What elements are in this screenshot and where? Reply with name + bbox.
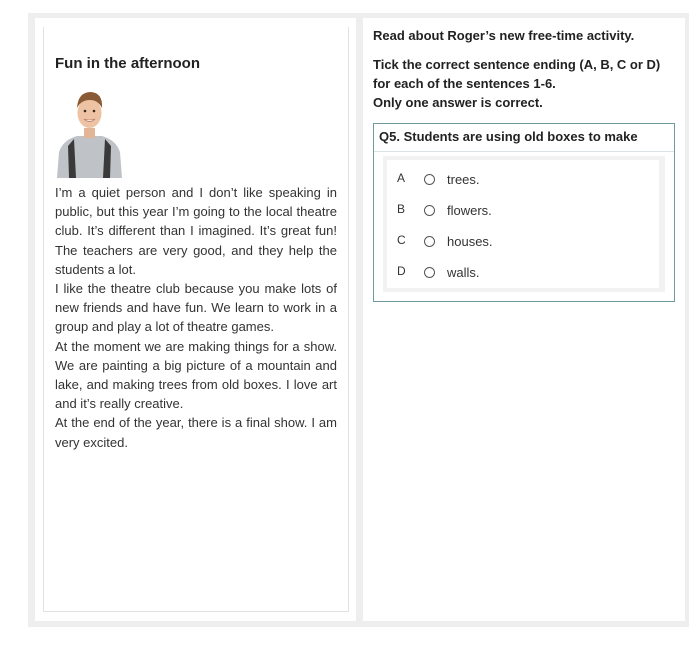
question-box [373, 123, 675, 302]
student-photo [55, 86, 124, 178]
story-paragraph: At the moment we are making things for a show. We are painting a big picture of a mountain and lake, and making trees from old boxes. I love art and it’s really creative. [55, 338, 337, 412]
story-paragraph: I like the theatre club because you make lots of new friends and have fun. We learn to work in a group and play a lot of theatre games. [55, 281, 337, 335]
story-title: Fun in the afternoon [55, 55, 200, 72]
story-paragraph: At the end of the year, there is a final show. I am very excited. [55, 415, 337, 450]
option-letter: C [397, 233, 406, 247]
radio-button[interactable] [424, 267, 435, 278]
option-a[interactable] [387, 167, 659, 193]
instruction-heading: Read about Roger’s new free-time activity. [373, 28, 635, 43]
option-letter: B [397, 202, 406, 216]
option-letter: D [397, 264, 406, 278]
radio-button[interactable] [424, 205, 435, 216]
option-text[interactable]: trees. [447, 172, 480, 187]
story-text [55, 183, 337, 452]
option-text[interactable]: flowers. [447, 203, 492, 218]
option-b[interactable] [387, 198, 659, 224]
question-divider [374, 151, 674, 152]
question-label: Q5. Students are using old boxes to make [379, 129, 638, 144]
option-letter: A [397, 171, 406, 185]
options-list [383, 156, 665, 292]
instruction-note: Only one answer is correct. [373, 95, 543, 110]
radio-button[interactable] [424, 174, 435, 185]
radio-button[interactable] [424, 236, 435, 247]
option-c[interactable] [387, 229, 659, 255]
option-d[interactable] [387, 260, 659, 286]
story-paragraph: I’m a quiet person and I don’t like speaking in public, but this year I’m going to the local theatre club. It’s different than I imagined. It’s great fun! The teachers are very good, and they help the students a lot. [55, 185, 337, 277]
instruction-text: Tick the correct sentence ending (A, B, C or D) for each of the sentences 1-6. [373, 57, 661, 91]
option-text[interactable]: walls. [447, 265, 480, 280]
option-text[interactable]: houses. [447, 234, 493, 249]
